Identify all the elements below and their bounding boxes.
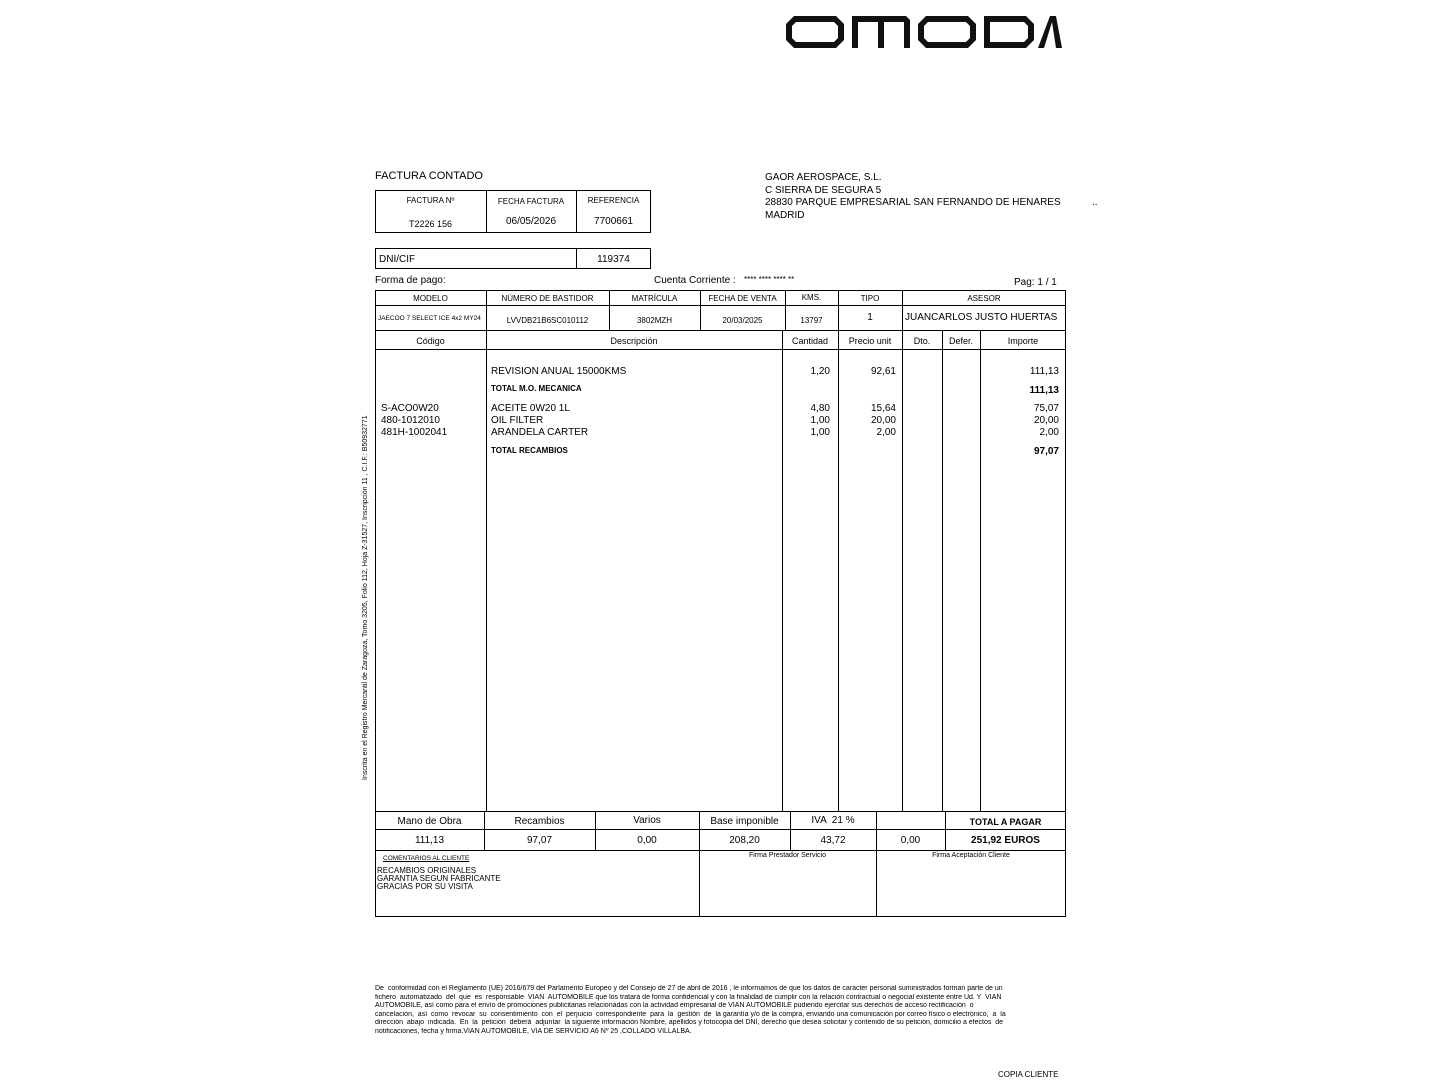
line-unit-price: 15,64 <box>870 403 896 414</box>
line-description: OIL FILTER <box>491 415 544 426</box>
brand-logo <box>786 10 1062 52</box>
line-code: S-ACO0W20 <box>381 403 439 414</box>
comment-line: GRACIAS POR SU VISITA <box>377 882 473 891</box>
client-address-line2: 28830 PARQUE EMPRESARIAL SAN FERNANDO DE HENARES <box>765 197 1061 208</box>
legal-line: cancelación, así como revocar su consentimiento con el perjuicio correspondiente para la gestión de la garantía y/o de la compra, enviando una comunicación por correo físico o electrónico, a la <box>375 1010 1006 1018</box>
lines-header-code: Código <box>416 336 445 346</box>
line-amount: 111,13 <box>1029 385 1059 396</box>
line-amount: 2,00 <box>1039 427 1059 438</box>
totals-taxable-base: 208,20 <box>729 835 760 846</box>
totals-other: 0,00 <box>900 835 921 846</box>
legal-line: dirección abajo indicada. En la petición deberá adjuntar la siguiente información Nombre, apellidos y fotocopia del DNI, derecho que desea solicitar y contenido de su petición, domicilio a efectos de <box>375 1019 1004 1027</box>
registry-note: Inscrita en el Registro Mercantil de Zaragoza, Tomo 3205, Folio 112, Hoja Z-31527, Inscripción 11 , C.I.F.: B50932771 <box>362 415 369 780</box>
reference-label: REFERENCIA <box>587 196 640 205</box>
vehicle-header-kms: KMS. <box>801 293 822 302</box>
lines-header-deferred: Defer. <box>948 336 973 346</box>
line-quantity: 1,20 <box>810 366 830 377</box>
totals-label-taxable-base: Base imponible <box>710 816 779 827</box>
legal-notice <box>375 985 1066 1037</box>
invoice-date-label: FECHA FACTURA <box>497 197 565 206</box>
legal-line: notificaciones, fecha y firma.VIAN AUTOMOBILE, VIA DE SERVICIO A6 Nº 25 ,COLLADO VILLALBA. <box>375 1027 692 1035</box>
vehicle-sale-date: 20/03/2025 <box>722 316 763 325</box>
dni-value: 119374 <box>597 254 630 265</box>
vehicle-header-vin: NÚMERO DE BASTIDOR <box>501 294 594 303</box>
vehicle-header-sale-date: FECHA DE VENTA <box>708 294 777 303</box>
lines-header-unit-price: Precio unit <box>848 336 892 346</box>
totals-label-misc: Varios <box>633 815 661 826</box>
account-label: Cuenta Corriente : <box>654 275 736 286</box>
totals-label-vat: IVA 21 % <box>811 815 855 826</box>
total-to-pay: 251,92 EUROS <box>971 835 1040 846</box>
vehicle-type: 1 <box>867 312 873 323</box>
vehicle-kms: 13797 <box>800 316 823 325</box>
vehicle-model: JAECOO 7 SELECT ICE 4x2 MY24 <box>378 315 481 322</box>
line-amount: 111,13 <box>1029 366 1059 377</box>
client-name: GAOR AEROSPACE, S.L. <box>765 172 882 183</box>
legal-line: fichero automatizado del que es responsable VIAN AUTOMOBILE que los tratará de forma confidencial y con la finalidad de cumplir con la relación contractual o negocial existente entre Ud. Y VIAN <box>375 993 1002 1001</box>
vehicle-header-plate: MATRÍCULA <box>631 294 678 303</box>
line-unit-price: 2,00 <box>876 427 896 438</box>
totals-vat: 43,72 <box>820 835 846 846</box>
lines-header-discount: Dto. <box>913 336 931 346</box>
payment-method-label: Forma de pago: <box>375 275 446 286</box>
invoice-date: 06/05/2026 <box>505 216 557 227</box>
vehicle-vin: LVVDB21B6SC010112 <box>506 316 589 325</box>
client-signature-label: Firma Aceptación Cliente <box>932 852 1010 859</box>
reference-number: 7700661 <box>594 216 633 227</box>
totals-label-parts: Recambios <box>514 816 565 827</box>
line-quantity: 1,00 <box>810 427 830 438</box>
account-value: **** **** **** ** <box>744 275 795 284</box>
line-quantity: 1,00 <box>810 415 830 426</box>
line-amount: 20,00 <box>1033 415 1059 426</box>
line-description: ARANDELA CARTER <box>491 427 589 438</box>
totals-label-total: TOTAL A PAGAR <box>969 817 1042 827</box>
legal-line: AUTOMOBILE, así como para el envío de promociones publicitarias relacionadas con la actividad empresarial de VIAN AUTOMOBILE pudiendo ejercitar sus derechos de acceso rectificación o <box>375 1002 974 1010</box>
lines-header-amount: Importe <box>1007 336 1039 346</box>
comments-label: COMENTARIOS AL CLIENTE <box>383 855 470 862</box>
lines-header-description: Descripción <box>610 336 658 346</box>
line-amount: 97,07 <box>1033 446 1059 457</box>
client-city: MADRID <box>765 210 805 221</box>
copy-label: COPIA CLIENTE <box>998 1070 1059 1079</box>
totals-label-labor: Mano de Obra <box>397 816 462 827</box>
line-amount: 75,07 <box>1033 403 1059 414</box>
client-address-suffix: .. <box>1092 197 1098 208</box>
client-address-line1: C SIERRA DE SEGURA 5 <box>765 185 882 196</box>
line-description: TOTAL M.O. MECANICA <box>491 384 582 393</box>
lines-header-quantity: Cantidad <box>791 336 829 346</box>
document-type: FACTURA CONTADO <box>375 170 483 182</box>
comment-line: GARANTIA SEGUN FABRICANTE <box>377 874 501 883</box>
vehicle-header-model: MODELO <box>413 294 448 303</box>
invoice-number-label: FACTURA Nº <box>406 196 455 205</box>
line-code: 480-1012010 <box>381 415 440 426</box>
line-description: ACEITE 0W20 1L <box>491 403 570 414</box>
line-description: REVISION ANUAL 15000KMS <box>491 366 627 377</box>
line-unit-price: 92,61 <box>870 366 896 377</box>
dni-label: DNI/CIF <box>379 254 416 265</box>
totals-misc: 0,00 <box>637 835 657 846</box>
legal-line: De conformidad con el Reglamento (UE) 2016/679 del Parlamento Europeo y del Consejo de 27 de abril de 2016 , le informamos de que los datos de carácter personal suministrados forman parte de un <box>375 985 1003 992</box>
line-unit-price: 20,00 <box>870 415 896 426</box>
line-code: 481H-1002041 <box>381 427 448 438</box>
totals-parts: 97,07 <box>526 835 553 846</box>
vehicle-plate: 3802MZH <box>636 316 673 325</box>
vehicle-header-advisor: ASESOR <box>967 294 1001 303</box>
totals-labor: 111,13 <box>414 835 445 846</box>
vehicle-header-type: TIPO <box>860 294 880 303</box>
invoice-number: T2226 156 <box>408 219 453 229</box>
line-quantity: 4,80 <box>810 403 830 414</box>
page-number: Pag: 1 / 1 <box>1014 277 1057 288</box>
vehicle-advisor: JUANCARLOS JUSTO HUERTAS <box>905 312 1058 323</box>
comment-line: RECAMBIOS ORIGINALES <box>377 866 477 875</box>
provider-signature-label: Firma Prestador Servicio <box>748 852 827 859</box>
line-description: TOTAL RECAMBIOS <box>491 446 568 455</box>
